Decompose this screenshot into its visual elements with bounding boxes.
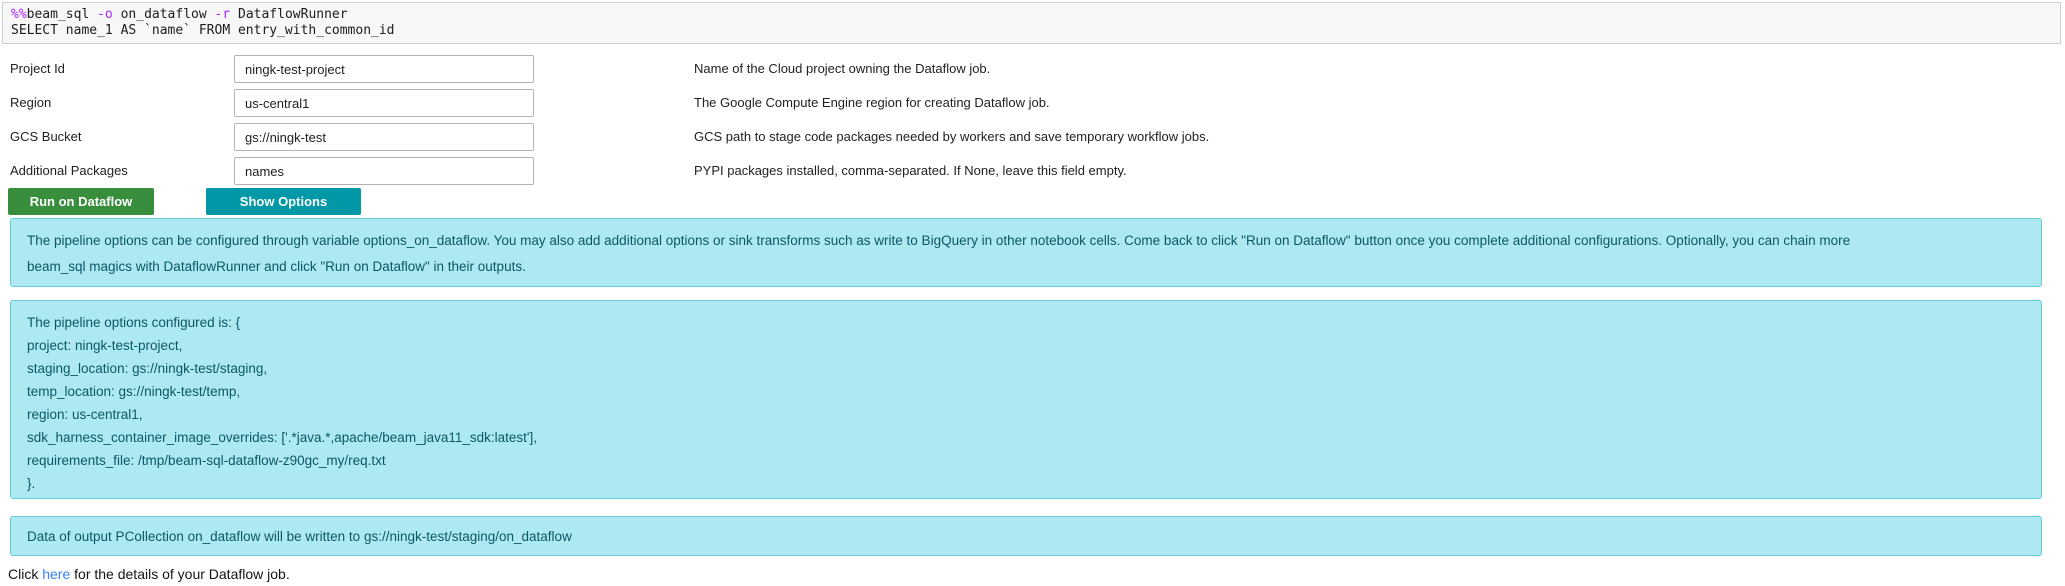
output-destination-box <box>10 516 2042 556</box>
options-line-sdk-overrides: sdk_harness_container_image_overrides: ['.*java.*,apache/beam_java11_sdk:latest'], <box>27 430 537 445</box>
flag-o: -o <box>97 7 113 22</box>
gcs-bucket-input[interactable] <box>234 123 534 151</box>
options-line-requirements-file: requirements_file: /tmp/beam-sql-dataflow-z90gc_my/req.txt <box>27 453 386 468</box>
gcs-bucket-description: GCS path to stage code packages needed by workers and save temporary workflow jobs. <box>694 129 1210 144</box>
region-input[interactable] <box>234 89 534 117</box>
code-line-magic <box>11 7 2052 23</box>
options-line-closing-brace: }. <box>27 476 36 491</box>
region-description: The Google Compute Engine region for creating Dataflow job. <box>694 95 1050 110</box>
region-label: Region <box>10 95 52 110</box>
output-destination-text: Data of output PCollection on_dataflow will be written to gs://ningk-test/staging/on_dataflow <box>27 528 572 544</box>
run-on-dataflow-button[interactable]: Run on Dataflow <box>8 188 154 215</box>
arg-output: on_dataflow <box>112 7 215 22</box>
dataflow-job-link[interactable]: here <box>42 566 71 582</box>
flag-r: -r <box>214 7 231 22</box>
note-line-1: The pipeline options can be configured through variable options_on_dataflow. You may also add additional options or sink transforms such as write to BigQuery in other notebook cells. Come back to click "Run on Dataflow" button once you complete additional configurations. Optionally, you can chain more <box>27 233 1851 248</box>
note-line-2: beam_sql magics with DataflowRunner and click "Run on Dataflow" in their outputs. <box>27 259 526 274</box>
form-row-gcs-bucket <box>0 123 2065 151</box>
additional-packages-description: PYPI packages installed, comma-separated. If None, leave this field empty. <box>694 163 1127 178</box>
additional-packages-input[interactable] <box>234 157 534 185</box>
dataflow-job-link-line <box>8 564 290 584</box>
additional-packages-label: Additional Packages <box>10 163 128 178</box>
options-line-staging-location: staging_location: gs://ningk-test/staging, <box>27 361 268 376</box>
project-id-label: Project Id <box>10 61 65 76</box>
magic-name: beam_sql <box>26 7 90 22</box>
options-line-project: project: ningk-test-project, <box>27 338 183 353</box>
project-id-description: Name of the Cloud project owning the Dataflow job. <box>694 61 991 76</box>
code-cell[interactable] <box>2 2 2061 44</box>
arg-runner: DataflowRunner <box>230 7 348 22</box>
options-line-temp-location: temp_location: gs://ningk-test/temp, <box>27 384 241 399</box>
footer-suffix: for the details of your Dataflow job. <box>70 566 290 582</box>
project-id-input[interactable] <box>234 55 534 83</box>
pipeline-options-note-box <box>10 218 2042 287</box>
options-line-region: region: us-central1, <box>27 407 143 422</box>
code-line-sql: SELECT name_1 AS `name` FROM entry_with_common_id <box>11 23 395 38</box>
show-options-button[interactable]: Show Options <box>206 188 361 215</box>
gcs-bucket-label: GCS Bucket <box>10 129 82 144</box>
configured-options-box <box>10 300 2042 499</box>
form-row-additional-packages <box>0 157 2065 185</box>
form-row-project-id <box>0 55 2065 83</box>
form-row-region <box>0 89 2065 117</box>
magic-prefix: %% <box>11 7 27 22</box>
options-line-header: The pipeline options configured is: { <box>27 315 241 330</box>
footer-prefix: Click <box>8 566 43 582</box>
